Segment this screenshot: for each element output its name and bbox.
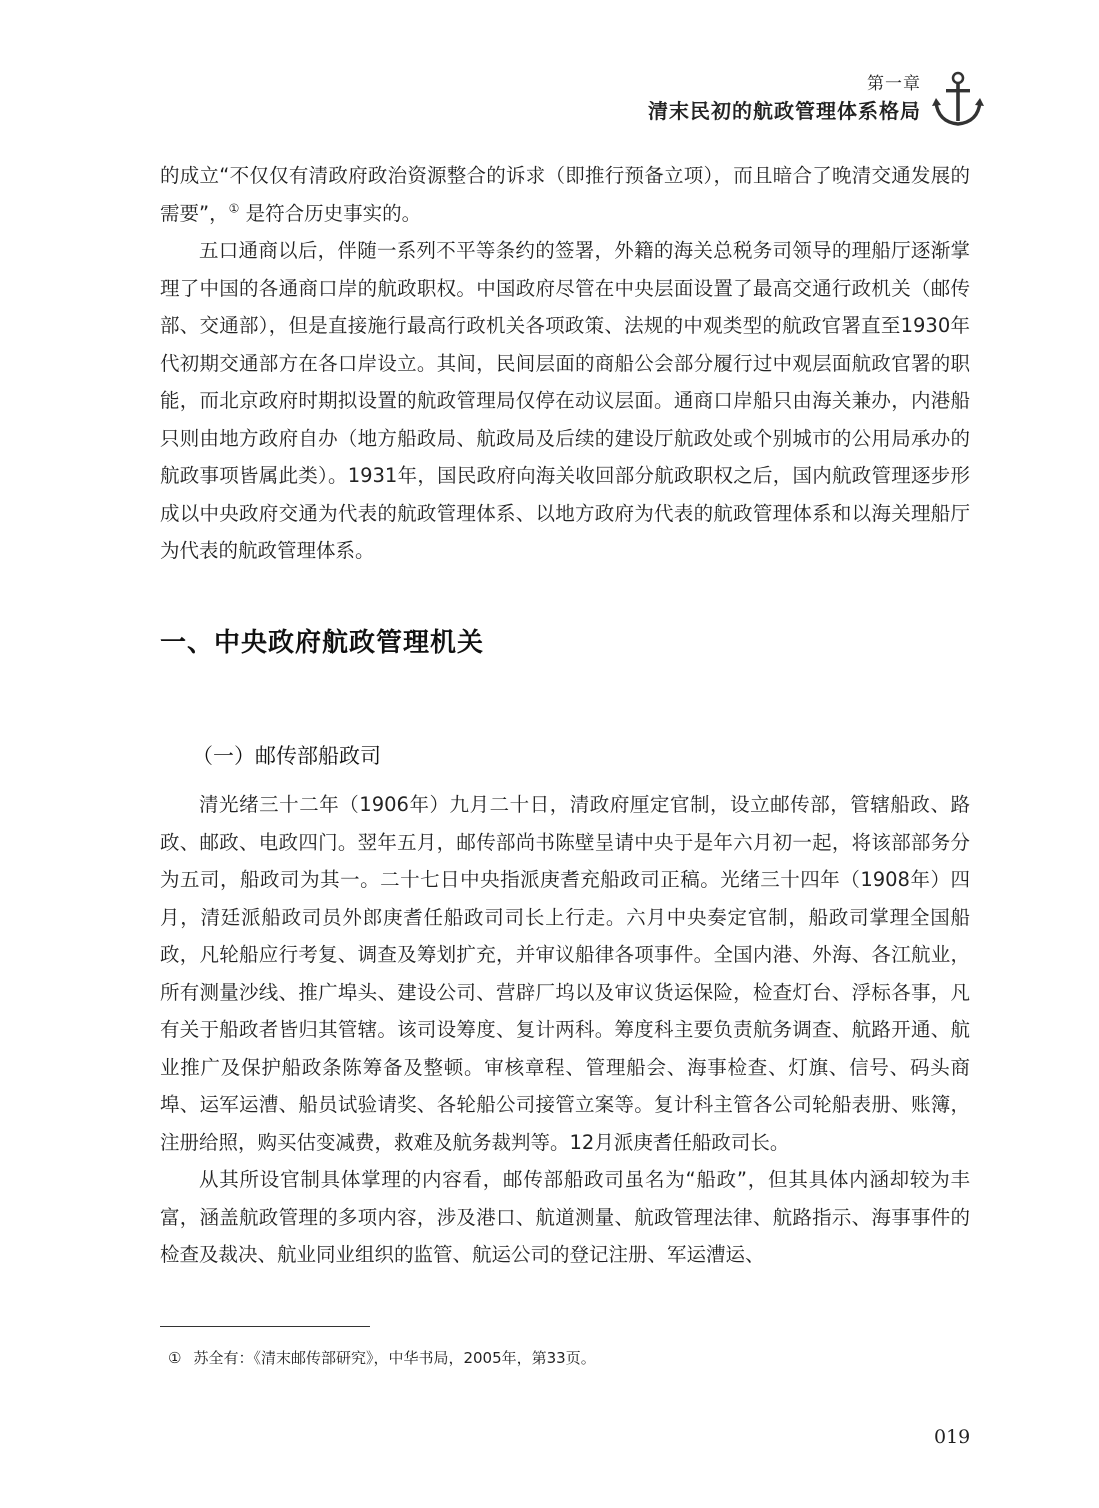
paragraph-text: 的成立“不仅仅有清政府政治资源整合的诉求（即推行预备立项），而且暗合了晚清交通发展的需要”， <box>160 164 970 225</box>
subsection-heading: （一）邮传部船政司 <box>192 744 381 768</box>
body-text-top <box>160 157 970 570</box>
footnote <box>168 1347 596 1368</box>
body-text-bottom <box>160 786 970 1274</box>
page-number: 019 <box>934 1426 971 1448</box>
paragraph: 清光绪三十二年（1906年）九月二十日，清政府厘定官制，设立邮传部，管辖船政、路政、邮政、电政四门。翌年五月，邮传部尚书陈壁呈请中央于是年六月初一起，将该部部务分为五司，船政司为其一。二十七日中央指派庚耆充船政司正稿。光绪三十四年（1908年）四月，清廷派船政司员外郎庚耆任船政司司长上行走。六月中央奏定官制，船政司掌理全国船政，凡轮船应行考复、调查及筹划扩充，并审议船律各项事件。全国内港、外海、各江航业，所有测量沙线、推广埠头、建设公司、营辟厂坞以及审议货运保险，检查灯台、浮标各事，凡有关于船政者皆归其管辖。该司设筹度、复计两科。筹度科主要负责航务调查、航路开通、航业推广及保护船政条陈筹备及整顿。审核章程、管理船会、海事检查、灯旗、信号、码头商埠、运军运漕、船员试验请奖、各轮船公司接管立案等。复计科主管各公司轮船表册、账簿，注册给照，购买估变减费，救难及航务裁判等。12月派庚耆任船政司长。 <box>160 793 970 1154</box>
section-heading: 一、中央政府航政管理机关 <box>160 628 485 658</box>
chapter-number: 第一章 <box>867 74 921 94</box>
footnote-mark: ① <box>168 1349 182 1367</box>
paragraph <box>160 157 970 232</box>
footnote-divider <box>160 1326 370 1327</box>
footnote-reference[interactable]: ① <box>228 201 240 215</box>
anchor-icon <box>932 70 984 130</box>
chapter-title: 清末民初的航政管理体系格局 <box>648 99 921 123</box>
footnote-text: 苏全有：《清末邮传部研究》，中华书局，2005年，第33页。 <box>193 1349 596 1367</box>
paragraph: 五口通商以后，伴随一系列不平等条约的签署，外籍的海关总税务司领导的理船厅逐渐掌理了中国的各通商口岸的航政职权。中国政府尽管在中央层面设置了最高交通行政机关（邮传部、交通部），但是直接施行最高行政机关各项政策、法规的中观类型的航政官署直至1930年代初期交通部方在各口岸设立。其间，民间层面的商船公会部分履行过中观层面航政官署的职能，而北京政府时期拟设置的航政管理局仅停在动议层面。通商口岸船只由海关兼办，内港船只则由地方政府自办（地方船政局、航政局及后续的建设厅航政处或个别城市的公用局承办的航政事项皆属此类）。1931年，国民政府向海关收回部分航政职权之后，国内航政管理逐步形成以中央政府交通为代表的航政管理体系、以地方政府为代表的航政管理体系和以海关理船厅为代表的航政管理体系。 <box>160 239 970 562</box>
paragraph-text: 是符合历史事实的。 <box>239 201 422 225</box>
running-header <box>648 72 921 126</box>
paragraph: 从其所设官制具体掌理的内容看，邮传部船政司虽名为“船政”，但其具体内涵却较为丰富，涵盖航政管理的多项内容，涉及港口、航道测量、航政管理法律、航路指示、海事事件的检查及裁决、航业同业组织的监管、航运公司的登记注册、军运漕运、 <box>160 1168 970 1266</box>
